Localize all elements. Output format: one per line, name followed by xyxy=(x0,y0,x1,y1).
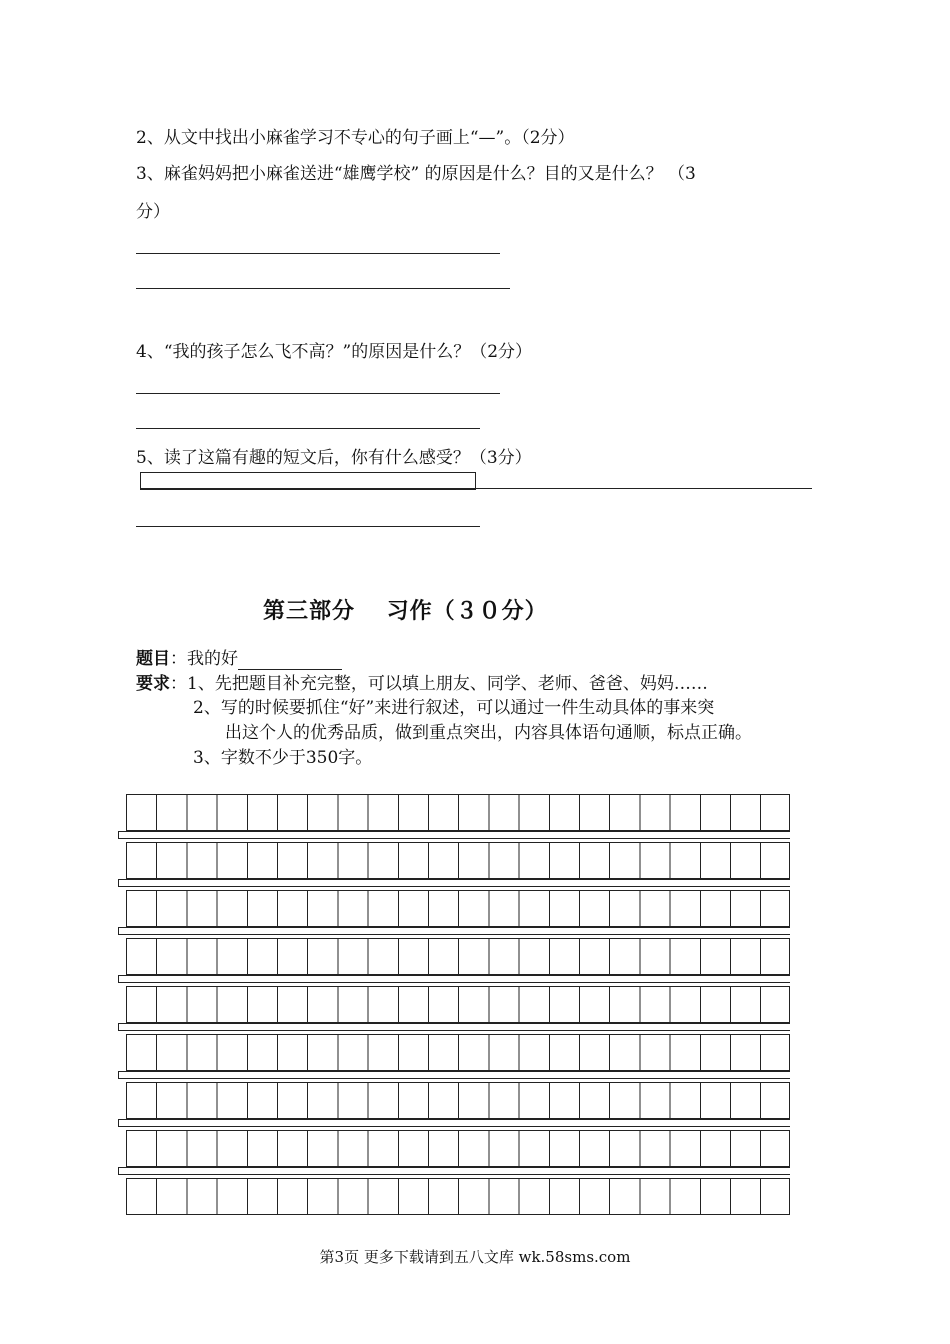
grid-spacer xyxy=(118,1167,790,1175)
question-5: 5、读了这篇有趣的短文后，你有什么感受？（3分） xyxy=(136,448,532,468)
grid-spacer xyxy=(118,879,790,887)
grid-row xyxy=(126,1130,790,1167)
grid-row xyxy=(126,794,790,831)
grid-row xyxy=(126,1178,790,1215)
grid-spacer xyxy=(118,831,790,839)
answer-line xyxy=(136,393,500,394)
topic-line xyxy=(136,648,342,670)
answer-line xyxy=(136,428,480,429)
answer-line xyxy=(136,253,500,254)
answer-line xyxy=(136,526,480,527)
section-title: 第三部分 习作（３０分） xyxy=(263,599,548,624)
grid-spacer xyxy=(118,1119,790,1127)
grid-row xyxy=(126,1034,790,1071)
topic-label: 题目 xyxy=(136,649,170,669)
question-4: 4、“我的孩子怎么飞不高？”的原因是什么？（2分） xyxy=(136,342,533,362)
grid-spacer xyxy=(118,1023,790,1031)
question-3-line-1: 3、麻雀妈妈把小麻雀送进“雄鹰学校” 的原因是什么？目的又是什么？ （3 xyxy=(136,164,696,184)
grid-row xyxy=(126,986,790,1023)
question-3-line-2: 分） xyxy=(136,202,170,222)
grid-spacer xyxy=(118,1071,790,1079)
requirement-label: 要求 xyxy=(136,674,170,694)
answer-line xyxy=(140,488,812,489)
grid-row xyxy=(126,890,790,927)
topic-text: ：我的好 xyxy=(170,649,238,669)
answer-line xyxy=(136,288,510,289)
requirement-3: 3、字数不少于350字。 xyxy=(193,748,373,768)
question-2: 2、从文中找出小麻雀学习不专心的句子画上“—”。（2分） xyxy=(136,128,575,148)
topic-blank xyxy=(238,651,342,670)
grid-row xyxy=(126,1082,790,1119)
requirement-1 xyxy=(136,673,708,695)
grid-row xyxy=(126,842,790,879)
requirement-1-text: ：1、先把题目补充完整，可以填上朋友、同学、老师、爸爸、妈妈…… xyxy=(170,674,708,694)
page-footer: 第3页 更多下载请到五八文库 wk.58sms.com xyxy=(319,1248,631,1266)
requirement-2-line-2: 出这个人的优秀品质，做到重点突出，内容具体语句通顺，标点正确。 xyxy=(225,723,752,743)
grid-row xyxy=(126,938,790,975)
grid-spacer xyxy=(118,927,790,935)
requirement-2-line-1: 2、写的时候要抓住“好”来进行叙述，可以通过一件生动具体的事来突 xyxy=(193,698,715,718)
grid-spacer xyxy=(118,975,790,983)
